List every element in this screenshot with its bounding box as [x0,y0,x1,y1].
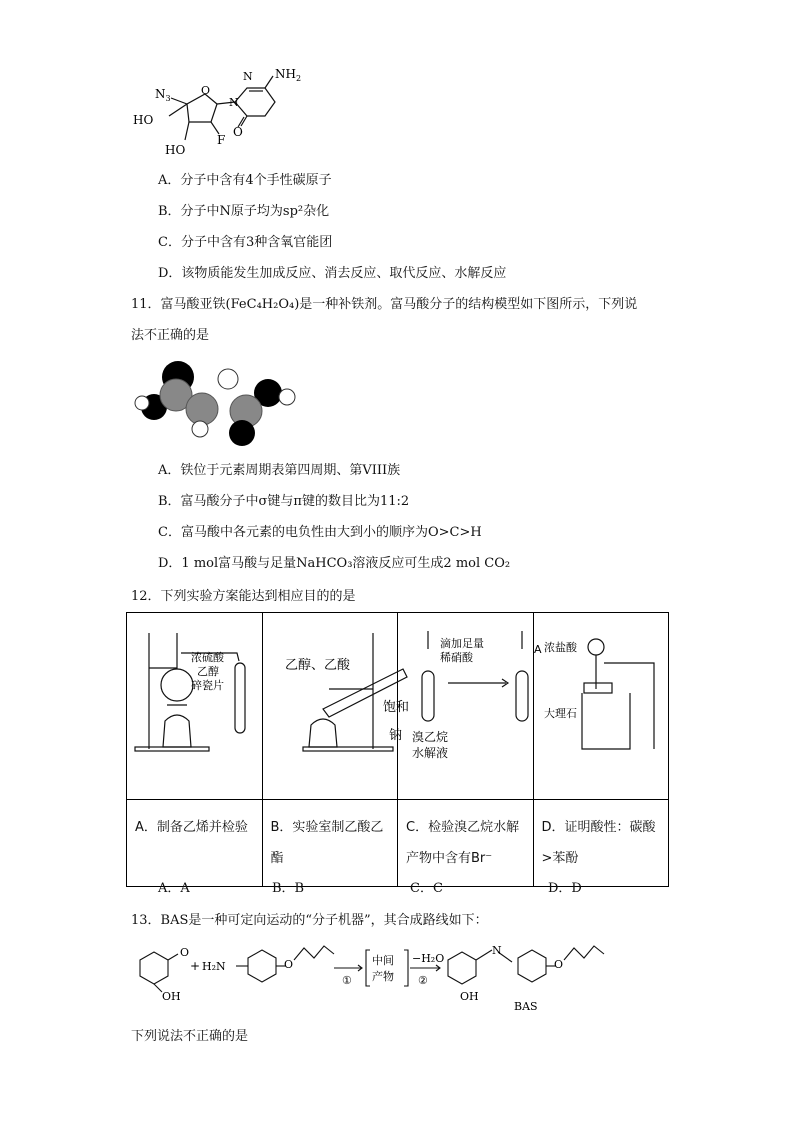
q11-option-b: B．富马酸分子中σ键与π键的数目比为11:2 [158,494,410,509]
svg-text:OH: OH [460,990,479,1003]
svg-text:N: N [492,944,502,957]
svg-text:钠: 钠 [388,728,402,743]
q11-stem-cont: 法不正确的是 [131,328,210,343]
caption-c: C．检验溴乙烷水解产物中含有Br⁻ [398,800,534,887]
experiment-c-cell [398,613,542,800]
svg-text:OH: OH [162,990,181,1003]
n3-label: $N_3$ [155,87,171,103]
experiment-d-cell [533,613,669,800]
svg-text:①: ① [342,974,352,987]
svg-text:+: + [190,959,201,973]
q10-option-b: B．分子中N原子均为sp²杂化 [158,204,330,219]
svg-text:乙醇、乙酸: 乙醇、乙酸 [284,658,350,673]
svg-text:乙醇: 乙醇 [197,665,219,678]
ho-label: HO [133,113,154,127]
svg-text:碎瓷片: 碎瓷片 [191,679,224,692]
o-label: O [201,84,211,97]
svg-text:②: ② [418,974,428,987]
q13-reaction-scheme [128,940,628,1018]
svg-text:O: O [554,958,564,971]
apparatus-c-icon [398,613,545,799]
svg-text:中间: 中间 [372,954,394,967]
apparatus-d-icon [534,613,661,799]
q13-stem: 13．BAS是一种可定向运动的“分子机器”，其合成路线如下： [131,913,488,928]
svg-text:BAS: BAS [514,1000,538,1013]
q10-option-d: D．该物质能发生加成反应、消去反应、取代反应、水解反应 [158,266,507,281]
q10-structure [125,60,315,170]
q12-stem: 12．下列实验方案能达到相应目的的是 [131,589,356,604]
svg-text:稀硝酸: 稀硝酸 [440,651,473,664]
experiment-a-cell [127,613,263,800]
svg-text:浓硫酸: 浓硫酸 [191,651,224,664]
caption-a: A．制备乙烯并检验 [127,800,263,887]
q12-choice-a: A．A [158,881,190,896]
caption-d: D．证明酸性：碳酸>苯酚 [533,800,669,887]
f-label: F [217,133,226,147]
n-label: N [243,70,253,83]
svg-text:H₂N: H₂N [202,960,226,973]
q13-followup: 下列说法不正确的是 [131,1029,249,1044]
q12-choice-c: C．C [410,881,443,896]
experiment-b-cell [262,613,409,800]
q11-option-c: C．富马酸中各元素的电负性由大到小的顺序为O>C>H [158,525,482,540]
n-label: N [229,96,239,109]
o-label: O [233,125,243,139]
q11-stem: 11．富马酸亚铁(FeC₄H₂O₄)是一种补铁剂。富马酸分子的结构模型如下图所示，下列说 [131,297,638,312]
q11-option-a: A．铁位于元素周期表第四周期、第VIII族 [158,463,401,478]
q10-option-a: A．分子中含有4个手性碳原子 [158,173,332,188]
svg-text:大理石: 大理石 [543,707,577,720]
svg-text:产物: 产物 [372,970,394,983]
svg-text:O: O [284,958,294,971]
nh2-label: $NH_2$ [275,67,302,83]
svg-text:浓盐酸: 浓盐酸 [543,641,577,654]
svg-text:−H₂O: −H₂O [412,952,445,965]
apparatus-a-icon [127,613,250,799]
apparatus-b-icon [263,613,409,799]
svg-text:O: O [180,946,190,959]
svg-text:饱和: 饱和 [382,700,409,715]
svg-text:溴乙烷: 溴乙烷 [412,730,449,744]
q12-experiment-table [126,612,669,887]
fumaric-acid-model [132,355,297,450]
q12-choice-b: B．B [272,881,305,896]
q12-choice-d: D．D [548,881,582,896]
svg-text:A: A [534,643,542,656]
caption-b: B．实验室制乙酸乙酯 [262,800,398,887]
svg-text:水解液: 水解液 [412,746,449,760]
ho-label: HO [165,143,186,157]
q11-option-d: D．1 mol富马酸与足量NaHCO₃溶液反应可生成2 mol CO₂ [158,556,511,571]
svg-text:滴加足量: 滴加足量 [440,637,484,650]
q10-option-c: C．分子中含有3种含氧官能团 [158,235,333,250]
